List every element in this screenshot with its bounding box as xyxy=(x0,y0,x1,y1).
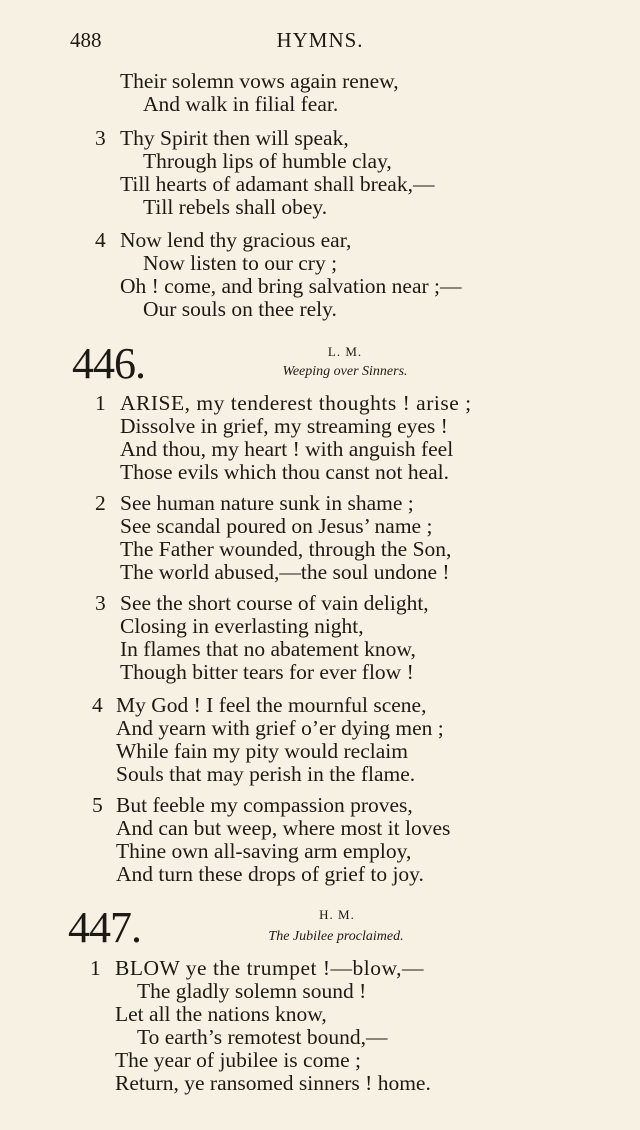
verse-line: Souls that may perish in the flame. xyxy=(116,762,416,786)
hymn-meter: H. M. xyxy=(319,907,355,922)
page-header xyxy=(0,28,640,58)
hymn-subtitle: The Jubilee proclaimed. xyxy=(268,929,404,944)
verse-line: Though bitter tears for ever flow ! xyxy=(120,660,414,684)
verse-line: See the short course of vain delight, xyxy=(120,591,429,615)
verse-line: Till hearts of adamant shall break,— xyxy=(120,172,435,196)
verse-line: My God ! I feel the mournful scene, xyxy=(116,693,427,717)
verse-number: 2 xyxy=(95,491,106,515)
verse-number: 3 xyxy=(95,126,106,150)
verse-line: ARISE, my tenderest thoughts ! arise ; xyxy=(120,391,472,415)
hymn-meter: L. M. xyxy=(327,344,363,359)
verse-line: The Father wounded, through the Son, xyxy=(120,537,452,561)
verse-line: And yearn with grief o’er dying men ; xyxy=(116,716,444,740)
verse-line: Thy Spirit then will speak, xyxy=(120,126,349,150)
verse-line: The year of jubilee is come ; xyxy=(115,1048,361,1072)
verse-line: Closing in everlasting night, xyxy=(120,614,364,638)
verse-line: In flames that no abatement know, xyxy=(120,637,416,661)
verse-line: Now listen to our cry ; xyxy=(143,251,338,275)
verse-line: Let all the nations know, xyxy=(115,1002,327,1026)
verse-number: 3 xyxy=(95,591,106,615)
verse-number: 1 xyxy=(95,391,106,415)
verse-line: And thou, my heart ! with anguish feel xyxy=(120,437,454,461)
running-head: HYMNS. xyxy=(276,28,364,52)
verse-line: To earth’s remotest bound,— xyxy=(137,1025,388,1049)
verse-line: Dissolve in grief, my streaming eyes ! xyxy=(120,414,448,438)
verse-line: See scandal poured on Jesus’ name ; xyxy=(120,514,433,538)
verse-line: Those evils which thou canst not heal. xyxy=(120,460,449,484)
verse-line: Their solemn vows again renew, xyxy=(120,69,399,93)
verse-number: 1 xyxy=(90,956,101,980)
verse-number: 4 xyxy=(92,693,103,717)
verse-line: See human nature sunk in shame ; xyxy=(120,491,414,515)
verse-line: Till rebels shall obey. xyxy=(143,195,328,219)
verse-line: And turn these drops of grief to joy. xyxy=(116,862,424,886)
verse-line: Thine own all-saving arm employ, xyxy=(116,839,412,863)
verse-line: Through lips of humble clay, xyxy=(143,149,392,173)
verse-line: While fain my pity would reclaim xyxy=(116,739,408,763)
verse-line: BLOW ye the trumpet !—blow,— xyxy=(115,956,424,980)
verse-line: The gladly solemn sound ! xyxy=(137,979,367,1003)
hymn-subtitle: Weeping over Sinners. xyxy=(282,364,408,379)
verse-line: Now lend thy gracious ear, xyxy=(120,228,352,252)
verse-line: Our souls on thee rely. xyxy=(143,297,337,321)
verse-number: 5 xyxy=(92,793,103,817)
verse-line: The world abused,—the soul undone ! xyxy=(120,560,450,584)
verse-line: Return, ye ransomed sinners ! home. xyxy=(115,1071,431,1095)
hymn-number: 447. xyxy=(68,903,141,952)
verse-number: 4 xyxy=(95,228,106,252)
verse-line: Oh ! come, and bring salvation near ;— xyxy=(120,274,462,298)
verse-line: And can but weep, where most it loves xyxy=(116,816,451,840)
verse-line: And walk in filial fear. xyxy=(143,92,339,116)
hymn-number: 446. xyxy=(72,339,145,388)
verse-line: But feeble my compassion proves, xyxy=(116,793,413,817)
page-number: 488 xyxy=(70,28,102,52)
